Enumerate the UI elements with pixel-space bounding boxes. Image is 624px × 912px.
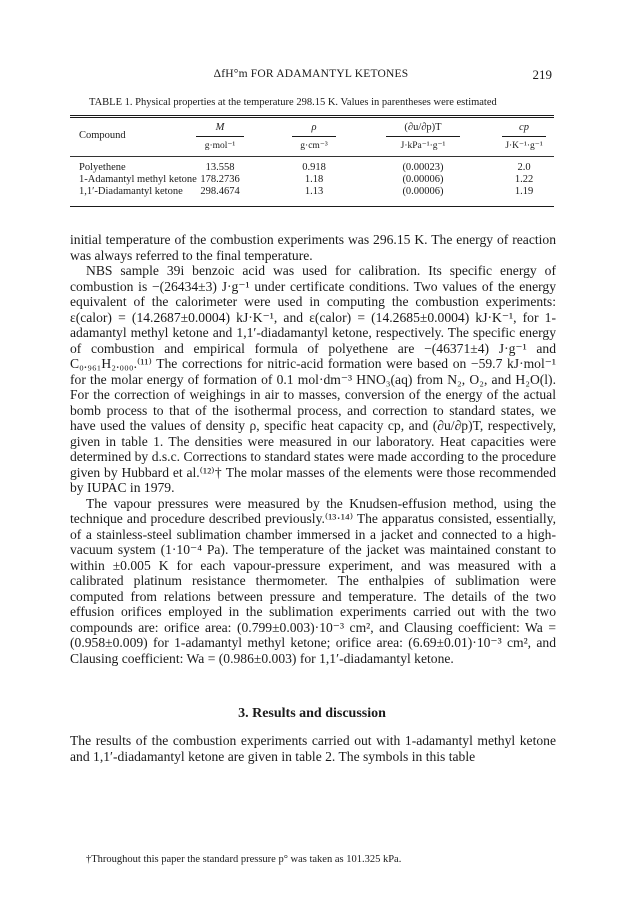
paragraph-intro: initial temperature of the combustion experiments was 296.15 K. The energy of reaction was always referred to the final temperature. (70, 232, 556, 263)
section-body (70, 733, 556, 764)
header-heat-capacity: cp (519, 122, 529, 133)
header-compound: Compound (79, 130, 126, 141)
section-heading: 3. Results and discussion (238, 706, 386, 721)
table-row (0, 186, 624, 198)
table-row (0, 174, 624, 186)
header-density: ρ (311, 122, 317, 133)
header-molar-mass: M (215, 122, 225, 133)
header-du-dp-unit: J·kPa⁻¹·g⁻¹ (400, 141, 446, 151)
cell-du-dp: (0.00006) (402, 186, 444, 197)
body-text (70, 232, 556, 666)
header-molar-mass-rule (196, 136, 244, 137)
cell-du-dp: (0.00006) (402, 174, 444, 185)
header-heat-capacity-unit: J·K⁻¹·g⁻¹ (505, 141, 543, 151)
running-head (70, 68, 552, 84)
cell-compound: Polyethene (79, 162, 126, 173)
header-du-dp-rule (386, 136, 460, 137)
footnote: †Throughout this paper the standard pressure p° was taken as 101.325 kPa. (86, 854, 402, 865)
cell-compound: 1-Adamantyl methyl ketone (79, 174, 197, 185)
header-du-dp: (∂u/∂p)T (404, 122, 442, 133)
running-title: ΔfH°m FOR ADAMANTYL KETONES (213, 68, 409, 80)
cell-compound: 1,1′-Diadamantyl ketone (79, 186, 183, 197)
header-density-rule (292, 136, 336, 137)
cell-density: 0.918 (302, 162, 326, 173)
cell-du-dp: (0.00023) (402, 162, 444, 173)
table-bottom-rule (70, 206, 554, 207)
table-caption: TABLE 1. Physical properties at the temperature 298.15 K. Values in parentheses were estimated (89, 97, 497, 108)
paragraph-results: The results of the combustion experiments carried out with 1-adamantyl methyl ketone and 1,1′-diadamantyl ketone are given in table 2. The symbols in this table (70, 733, 556, 764)
table-row (0, 162, 624, 174)
cell-heat-capacity: 1.22 (514, 174, 534, 185)
table-top-rule (70, 115, 554, 116)
header-heat-capacity-rule (502, 136, 546, 137)
cell-density: 1.13 (304, 186, 324, 197)
cell-molar-mass: 298.4674 (200, 186, 240, 197)
cell-heat-capacity: 2.0 (517, 162, 531, 173)
header-density-unit: g·cm⁻³ (300, 141, 328, 151)
cell-heat-capacity: 1.19 (514, 186, 534, 197)
page-number: 219 (532, 67, 552, 82)
table-top-rule-2 (70, 117, 554, 118)
cell-molar-mass: 178.2736 (200, 174, 240, 185)
table-header-rule (70, 156, 554, 157)
cell-density: 1.18 (304, 174, 324, 185)
paragraph-vapour-pressure: The vapour pressures were measured by the Knudsen-effusion method, using the technique and procedure described previously.⁽¹³·¹⁴⁾ The apparatus consisted, essentially, of a stainless-steel sublimation chamber immersed in a jacket and connected to a high-vacuum system (1·10⁻⁴ Pa). The temperature of the jacket was maintained constant to within ±0.005 K for each vapour-pressure experiment, and was measured with a calibrated platinum resistance thermometer. The enthalpies of sublimation were computed from relations between pressure and temperature. The details of the two effusion orifices employed in the sublimation experiments carried out with the two compounds are: orifice area: (0.799±0.003)·10⁻³ cm², and Clausing coefficient: Wa = (0.958±0.009) for 1-adamantyl methyl ketone; orifice area: (6.69±0.01)·10⁻³ cm², and Clausing coefficient: Wa = (0.986±0.003) for 1,1′-diadamantyl ketone. (70, 495, 556, 666)
cell-molar-mass: 13.558 (205, 162, 235, 173)
header-molar-mass-unit: g·mol⁻¹ (204, 141, 236, 151)
paragraph-calibration: NBS sample 39i benzoic acid was used for calibration. Its specific energy of combustion is −(26434±3) J·g⁻¹ under certificate conditions. Two values of the energy equivalent of the calorimeter were used in computing the combustion experiments: ε(calor) = (14.2687±0.0004) kJ·K⁻¹, and ε(calor) = (14.2685±0.0004) kJ·K⁻¹, for 1-adamantyl methyl ketone and 1,1′-diadamantyl ketone, respectively. The specific energy of combustion and empirical formula of polyethene are −(46371±4) J·g⁻¹ and C₀.₉₆₁H₂.₀₀₀.⁽¹¹⁾ The corrections for nitric-acid formation were based on −59.7 kJ·mol⁻¹ for the molar energy of formation of 0.1 mol·dm⁻³ HNO₃(aq) from N₂, O₂, and H₂O(l). For the correction of weighings in air to masses, conversion of the energy of the actual bomb process to that of the isothermal process, and correction to standard states, we have used the values of density ρ, specific heat capacity cp, and (∂u/∂p)T, respectively, given in table 1. The densities were measured in our laboratory. Heat capacities were determined by d.s.c. Corrections to standard states were made according to the procedure given by Hubbard et al.⁽¹²⁾† The molar masses of the elements were those recommended by IUPAC in 1979. (70, 263, 556, 495)
